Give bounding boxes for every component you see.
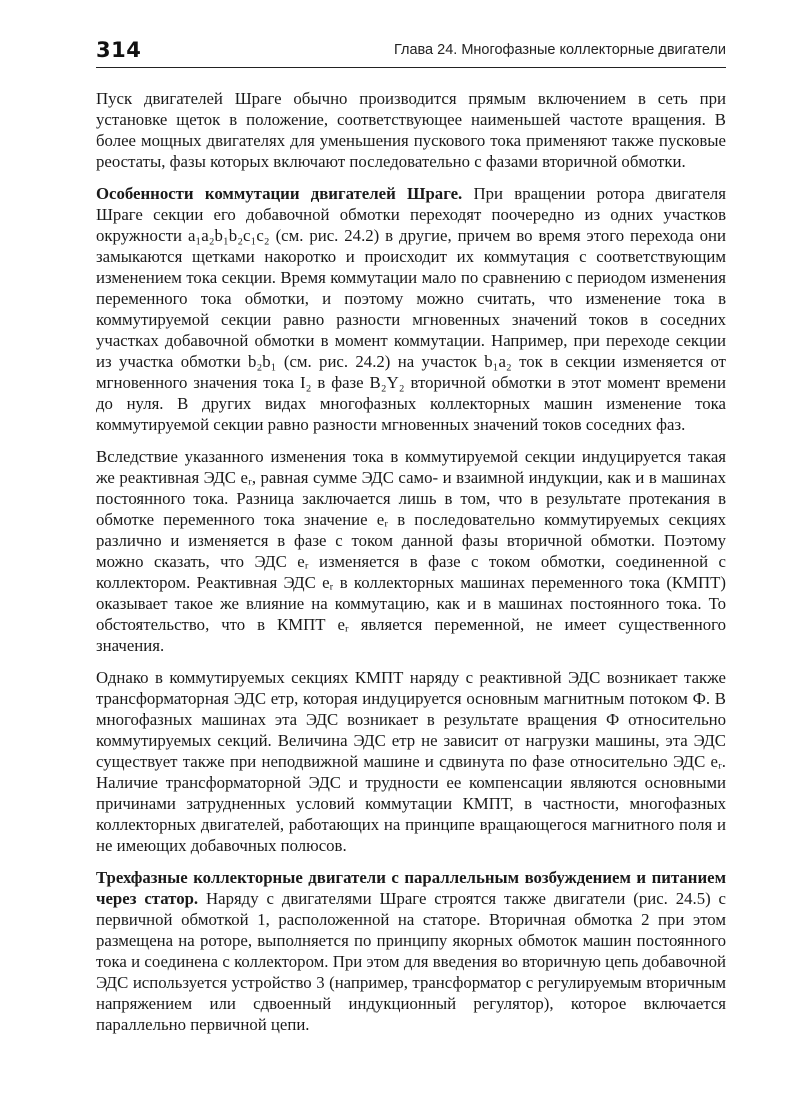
paragraph xyxy=(96,867,726,1035)
page-header xyxy=(96,38,726,68)
page-number: 314 xyxy=(96,38,142,62)
paragraph xyxy=(96,183,726,435)
section-lead-heading: Трехфазные коллекторные двигатели с параллельным возбуждением и питанием через статор. xyxy=(96,868,726,908)
paragraph-text: Однако в коммутируемых секциях КМПТ наряду с реактивной ЭДС возникает также трансформаторная ЭДС eтр, которая индуцируется основным магнитным потоком Ф. В многофазных машинах эта ЭДС возникает в результате вращения Ф относительно коммутируемых секций. Величина ЭДС eтр не зависит от нагрузки машины, эта ЭДС существует также при неподвижной машине и сдвинута по фазе относительно ЭДС eᵣ. Наличие трансформаторной ЭДС и трудности ее компенсации являются основными причинами затрудненных условий коммутации КМПТ, в частности, многофазных коллекторных двигателей, работающих на принципе вращающегося магнитного поля и не имеющих добавочных полюсов. xyxy=(96,668,726,855)
chapter-running-head: Глава 24. Многофазные коллекторные двигатели xyxy=(393,42,726,58)
section-lead-heading: Особенности коммутации двигателей Шраге. xyxy=(96,184,463,203)
paragraph-text: Пуск двигателей Шраге обычно производится прямым включением в сеть при установке щеток в положение, соответствующее наименьшей частоте вращения. В более мощных двигателях для уменьшения пускового тока применяют также пусковые реостаты, фазы которых включают последовательно с фазами вторичной обмотки. xyxy=(96,89,726,171)
paragraph xyxy=(96,88,726,172)
paragraph-text: Наряду с двигателями Шраге строятся также двигатели (рис. 24.5) с первичной обмоткой 1, расположенной на статоре. Вторичная обмотка 2 при этом размещена на роторе, выполняется по принципу якорных обмоток машин постоянного тока и соединена с коллектором. При этом для введения во вторичную цепь добавочной ЭДС используется устройство 3 (например, трансформатор с регулируемым вторичным напряжением или сдвоенный индукционный регулятор), которое включается параллельно первичной цепи. xyxy=(96,889,727,1034)
paragraph-text: Вследствие указанного изменения тока в коммутируемой секции индуцируется такая же реактивная ЭДС eᵣ, равная сумме ЭДС само- и взаимной индукции, как и в машинах постоянного тока. Разница заключается лишь в том, что в результате протекания в обмотке переменного тока значение eᵣ в последовательно коммутируемых секциях различно и изменяется в фазе с током данной фазы вторичной обмотки. Поэтому можно сказать, что ЭДС eᵣ изменяется в фазе с током обмотки, соединенной с коллектором. Реактивная ЭДС eᵣ в коллекторных машинах переменного тока (КМПТ) оказывает такое же влияние на коммутацию, как и в машинах постоянного тока. То обстоятельство, что в КМПТ eᵣ является переменной, не имеет существенного значения. xyxy=(96,447,726,655)
paragraph-text: При вращении ротора двигателя Шраге секции его добавочной обмотки переходят поочередно из одних участков окружности a₁a₂b₁b₂c₁c₂ (см. рис. 24.2) в другие, причем во время этого перехода они замыкаются щетками накоротко и происходит их коммутация с соответствующим изменением тока секции. Время коммутации мало по сравнению с периодом изменения переменного тока обмотки, и поэтому можно считать, что изменение тока в коммутируемой секции равно разности мгновенных значений токов в соседних участках добавочной обмотки в момент коммутации. Например, при переходе секции из участка обмотки b₂b₁ (см. рис. 24.2) на участок b₁a₂ ток в секции изменяется от мгновенного значения тока I₂ в фазе B₂Y₂ вторичной обмотки в этот момент времени до нуля. В других видах многофазных коллекторных машин изменение тока коммутируемой секции равно разности мгновенных значений токов соседних фаз. xyxy=(96,184,727,434)
paragraph xyxy=(96,667,726,856)
body-text xyxy=(96,88,726,1046)
paragraph xyxy=(96,446,726,656)
header-rule xyxy=(96,67,726,68)
